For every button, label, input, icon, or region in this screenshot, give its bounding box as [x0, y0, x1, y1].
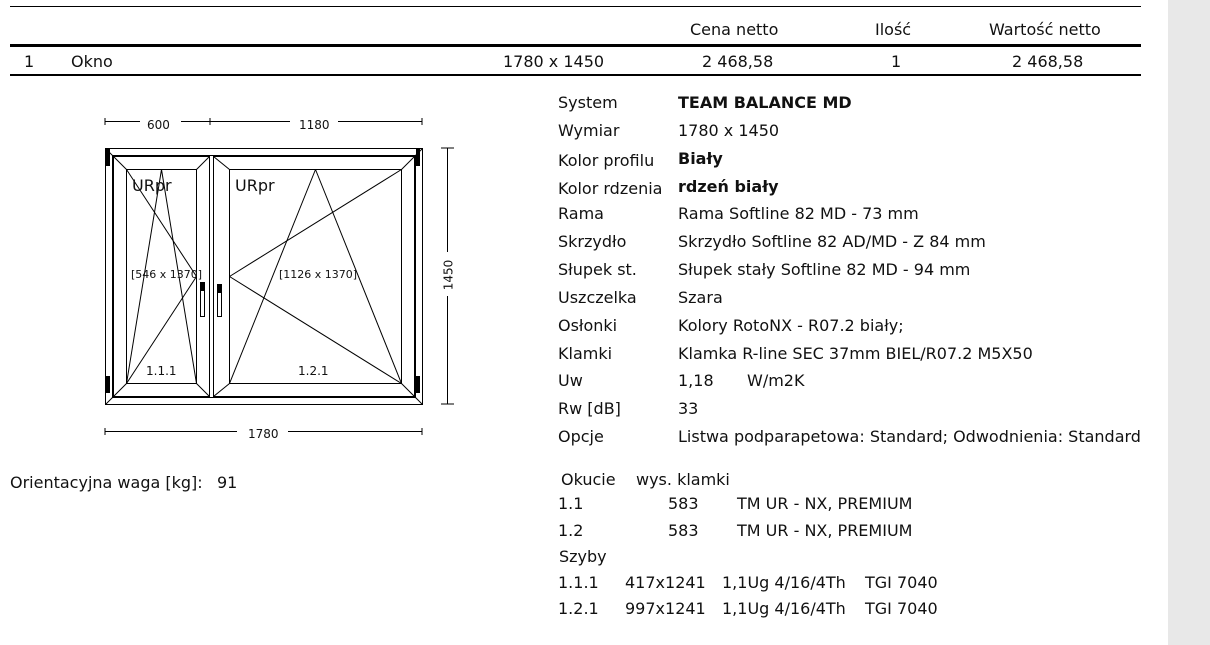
spec-value-uw: 1,18	[678, 371, 714, 390]
okucie-row-id: 1.1	[558, 494, 584, 513]
sash2-id: 1.2.1	[298, 364, 329, 378]
szyby-row-code: TGI 7040	[865, 599, 938, 618]
spec-value-slupek: Słupek stały Softline 82 MD - 94 mm	[678, 260, 971, 279]
dim-right: 1450	[441, 259, 456, 291]
sash2-size: [1126 x 1370]	[279, 268, 358, 281]
spec-label-rama: Rama	[558, 204, 604, 223]
szyby-row-spec: 1,1Ug 4/16/4Th	[722, 573, 846, 592]
okucie-col-label: wys. klamki	[636, 470, 730, 489]
szyby-row-size: 417x1241	[625, 573, 706, 592]
spec-label-wymiar: Wymiar	[558, 121, 620, 140]
header-price: Cena netto	[690, 20, 779, 39]
sash2-label: URpr	[235, 176, 275, 195]
item-number: 1	[24, 52, 35, 71]
spec-label-uw: Uw	[558, 371, 583, 390]
spec-value-rama: Rama Softline 82 MD - 73 mm	[678, 204, 919, 223]
handle-sash2	[218, 293, 222, 317]
item-value: 2 468,58	[1012, 52, 1084, 71]
okucie-row-type: TM UR - NX, PREMIUM	[737, 494, 913, 513]
handle-sash1	[201, 291, 205, 317]
szyby-label: Szyby	[559, 547, 607, 566]
spec-label-uszczelka: Uszczelka	[558, 288, 637, 307]
right-sidebar	[1168, 0, 1210, 645]
spec-label-system: System	[558, 93, 618, 112]
header-qty: Ilość	[875, 20, 912, 39]
spec-label-oslonki: Osłonki	[558, 316, 618, 335]
spec-value-kolor-profilu: Biały	[678, 149, 723, 168]
spec-label-rw: Rw [dB]	[558, 399, 621, 418]
sash1-label: URpr	[132, 176, 172, 195]
spec-value-uszczelka: Szara	[678, 288, 723, 307]
item-qty: 1	[891, 52, 902, 71]
spec-label-klamki: Klamki	[558, 344, 613, 363]
spec-value-klamki: Klamka R-line SEC 37mm BIEL/R07.2 M5X50	[678, 344, 1033, 363]
szyby-row-id: 1.2.1	[558, 599, 599, 618]
item-name: Okno	[71, 52, 113, 71]
okucie-row-height: 583	[668, 494, 699, 513]
szyby-row-spec: 1,1Ug 4/16/4Th	[722, 599, 846, 618]
spec-value-kolor-rdzenia: rdzeń biały	[678, 177, 779, 196]
dim-top-left: 600	[147, 118, 170, 132]
spec-value-wymiar: 1780 x 1450	[678, 121, 780, 140]
okucie-row-height: 583	[668, 521, 699, 540]
okucie-label: Okucie	[561, 470, 616, 489]
item-size: 1780 x 1450	[503, 52, 605, 71]
spec-value-rw: 33	[678, 399, 699, 418]
okucie-row-type: TM UR - NX, PREMIUM	[737, 521, 913, 540]
okucie-row-id: 1.2	[558, 521, 584, 540]
spec-label-skrzydlo: Skrzydło	[558, 232, 627, 251]
spec-value-oslonki: Kolory RotoNX - R07.2 biały;	[678, 316, 904, 335]
sash1-id: 1.1.1	[146, 364, 177, 378]
spec-value-system: TEAM BALANCE MD	[678, 93, 852, 112]
szyby-row-id: 1.1.1	[558, 573, 599, 592]
spec-value-skrzydlo: Skrzydło Softline 82 AD/MD - Z 84 mm	[678, 232, 986, 251]
spec-label-opcje: Opcje	[558, 427, 604, 446]
spec-value-opcje: Listwa podparapetowa: Standard; Odwodnienia: Standard	[678, 427, 1141, 446]
weight-value: 91	[217, 473, 238, 492]
szyby-row-size: 997x1241	[625, 599, 706, 618]
window-drawing	[0, 0, 470, 450]
weight-label: Orientacyjna waga [kg]:	[10, 473, 203, 492]
spec-label-kolor-rdzenia: Kolor rdzenia	[558, 179, 663, 198]
sash1-size: [546 x 1370]	[131, 268, 203, 281]
spec-label-slupek: Słupek st.	[558, 260, 637, 279]
dim-top-right: 1180	[299, 118, 330, 132]
item-price: 2 468,58	[702, 52, 774, 71]
szyby-row-code: TGI 7040	[865, 573, 938, 592]
spec-unit-uw: W/m2K	[747, 371, 805, 390]
dim-bottom: 1780	[248, 427, 279, 441]
spec-label-kolor-profilu: Kolor profilu	[558, 151, 655, 170]
header-value: Wartość netto	[989, 20, 1101, 39]
